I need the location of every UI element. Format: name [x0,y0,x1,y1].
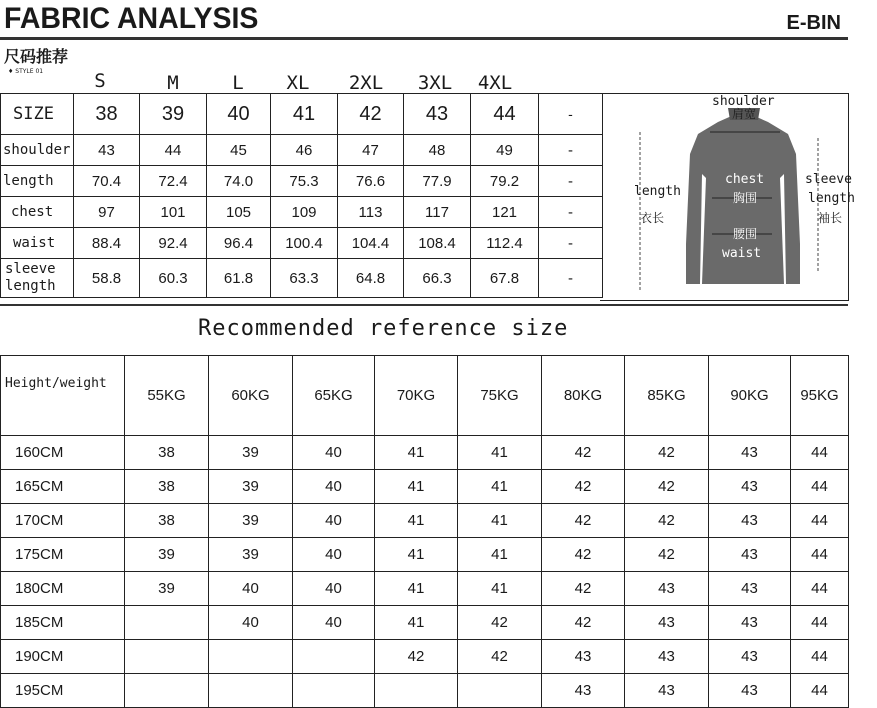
cell: 117 [404,197,471,228]
height-cell: 190CM [1,640,125,674]
cell [458,674,542,708]
weight-header: 80KG [542,356,625,436]
cell: 39 [140,94,207,135]
cell: 76.6 [338,166,404,197]
cell: 40 [209,606,293,640]
cell: 43 [709,674,791,708]
cell: 39 [209,436,293,470]
cell: 43 [625,572,709,606]
figure-sleeve-length-label: length [808,191,855,206]
cell: 38 [125,504,209,538]
cell: 38 [125,436,209,470]
measurement-table [0,93,603,298]
height-cell: 180CM [1,572,125,606]
cell: 44 [791,572,849,606]
cell [125,674,209,708]
table-row [1,674,849,708]
cell: 42 [625,470,709,504]
size-name-3xl: 3XL [417,72,453,94]
cell: 45 [207,135,271,166]
cell: 44 [471,94,539,135]
height-cell: 185CM [1,606,125,640]
height-cell: 160CM [1,436,125,470]
cell: 61.8 [207,259,271,298]
table-row [1,504,849,538]
cell [293,674,375,708]
cell: 43 [74,135,140,166]
cell: 92.4 [140,228,207,259]
cell: 121 [471,197,539,228]
height-cell: 175CM [1,538,125,572]
style-note: ♦ STYLE 01 [8,68,44,75]
cell: 46 [271,135,338,166]
cell: 39 [209,504,293,538]
height-cell: 170CM [1,504,125,538]
table-row [1,606,849,640]
cell: 41 [271,94,338,135]
cell: 39 [209,538,293,572]
cell: 41 [458,436,542,470]
cell: 60.3 [140,259,207,298]
table-row [1,538,849,572]
cell [209,640,293,674]
cell: 101 [140,197,207,228]
size-recommend-cn: 尺码推荐 [4,47,69,66]
cell: 42 [542,538,625,572]
weight-header: 70KG [375,356,458,436]
cell: 43 [709,606,791,640]
cell: 74.0 [207,166,271,197]
cell: 41 [375,572,458,606]
table-row [1,572,849,606]
size-name-4xl: 4XL [477,72,513,94]
weight-header: 85KG [625,356,709,436]
cell: 41 [375,606,458,640]
cell: 41 [375,504,458,538]
cell [209,674,293,708]
weight-header: 65KG [293,356,375,436]
cell: 40 [293,538,375,572]
figure-shoulder-cn: 肩宽 [732,107,757,121]
cell: - [539,166,603,197]
cell: 42 [542,572,625,606]
cell: - [539,197,603,228]
cell: 43 [404,94,471,135]
size-name-xl: XL [286,72,310,94]
cell: - [539,228,603,259]
corner-header: Height/weight [1,356,125,436]
cell: 39 [125,572,209,606]
cell: 42 [542,470,625,504]
cell: 38 [74,94,140,135]
cell: 113 [338,197,404,228]
cell: 42 [542,436,625,470]
cell: 108.4 [404,228,471,259]
cell: 41 [375,470,458,504]
section-divider [0,304,848,306]
cell: 72.4 [140,166,207,197]
cell: 43 [542,674,625,708]
cell: - [539,259,603,298]
cell [125,606,209,640]
cell: 47 [338,135,404,166]
table-row [1,166,603,197]
cell: 40 [293,504,375,538]
cell: 44 [791,436,849,470]
cell: 39 [125,538,209,572]
cell: 42 [625,504,709,538]
table-row [1,228,603,259]
table-header-row [1,356,849,436]
weight-header: 95KG [791,356,849,436]
weight-header: 55KG [125,356,209,436]
cell: 49 [471,135,539,166]
figure-sleeve-cn: 袖长 [818,211,843,225]
cell: 42 [458,640,542,674]
cell: 43 [709,572,791,606]
cell: 40 [293,470,375,504]
cell: 44 [791,470,849,504]
cell: 42 [338,94,404,135]
cell: 58.8 [74,259,140,298]
figure-chest-cn: 胸围 [733,191,758,205]
cell: 42 [542,606,625,640]
row-label: chest [1,197,74,228]
cell [125,640,209,674]
cell: 42 [625,538,709,572]
cell: 41 [375,538,458,572]
cell: 41 [458,504,542,538]
weight-header: 60KG [209,356,293,436]
page-title: FABRIC ANALYSIS [4,2,259,35]
figure-waist-label: waist [722,246,762,261]
cell: 67.8 [471,259,539,298]
brand-label: E-BIN [786,12,841,34]
weight-header: 75KG [458,356,542,436]
height-cell: 195CM [1,674,125,708]
recommend-table [0,355,849,708]
row-label: SIZE [1,94,74,135]
cell: 79.2 [471,166,539,197]
cell: 43 [709,640,791,674]
table-row [1,640,849,674]
table-row [1,94,603,135]
cell: 100.4 [271,228,338,259]
cell: 42 [375,640,458,674]
figure-sleeve-label: sleeve [805,172,852,187]
cell: 48 [404,135,471,166]
cell: 43 [709,538,791,572]
size-name-2xl: 2XL [348,72,384,94]
cell: 42 [458,606,542,640]
cell: 44 [140,135,207,166]
cell: 77.9 [404,166,471,197]
cell: - [539,94,603,135]
cell: - [539,135,603,166]
cell: 41 [375,436,458,470]
size-name-l: L [232,72,244,94]
cell: 105 [207,197,271,228]
row-label: waist [1,228,74,259]
cell: 75.3 [271,166,338,197]
cell: 112.4 [471,228,539,259]
size-name-s: S [94,70,106,92]
figure-shoulder-label: shoulder [712,94,775,109]
table-row [1,436,849,470]
cell: 40 [207,94,271,135]
cell: 44 [791,538,849,572]
size-name-m: M [167,72,179,94]
figure-length-cn: 衣长 [640,211,665,225]
table-row [1,197,603,228]
cell: 97 [74,197,140,228]
cell: 64.8 [338,259,404,298]
cell: 40 [293,606,375,640]
figure-waist-cn: 腰围 [733,227,758,241]
figure-length-label: length [634,184,681,199]
cell: 40 [209,572,293,606]
cell: 43 [709,504,791,538]
row-label: length [1,166,74,197]
cell: 43 [625,674,709,708]
cell: 39 [209,470,293,504]
cell: 43 [709,436,791,470]
cell: 41 [458,470,542,504]
cell: 44 [791,640,849,674]
row-label: shoulder [1,135,74,166]
cell: 44 [791,606,849,640]
table-row [1,259,603,298]
cell: 70.4 [74,166,140,197]
table-row [1,470,849,504]
recommend-title: Recommended reference size [198,316,569,341]
header-divider [0,37,848,40]
cell: 43 [625,640,709,674]
cell: 43 [709,470,791,504]
cell: 43 [625,606,709,640]
cell: 43 [542,640,625,674]
cell: 41 [458,538,542,572]
cell: 40 [293,436,375,470]
table-row [1,135,603,166]
cell: 88.4 [74,228,140,259]
cell: 38 [125,470,209,504]
cell: 104.4 [338,228,404,259]
cell: 109 [271,197,338,228]
cell [293,640,375,674]
row-label: sleeve length [1,259,74,298]
cell: 63.3 [271,259,338,298]
cell: 44 [791,674,849,708]
height-cell: 165CM [1,470,125,504]
figure-chest-label: chest [725,172,765,187]
weight-header: 90KG [709,356,791,436]
cell: 41 [458,572,542,606]
cell: 42 [625,436,709,470]
cell: 42 [542,504,625,538]
cell: 96.4 [207,228,271,259]
cell [375,674,458,708]
cell: 66.3 [404,259,471,298]
cell: 44 [791,504,849,538]
cell: 40 [293,572,375,606]
